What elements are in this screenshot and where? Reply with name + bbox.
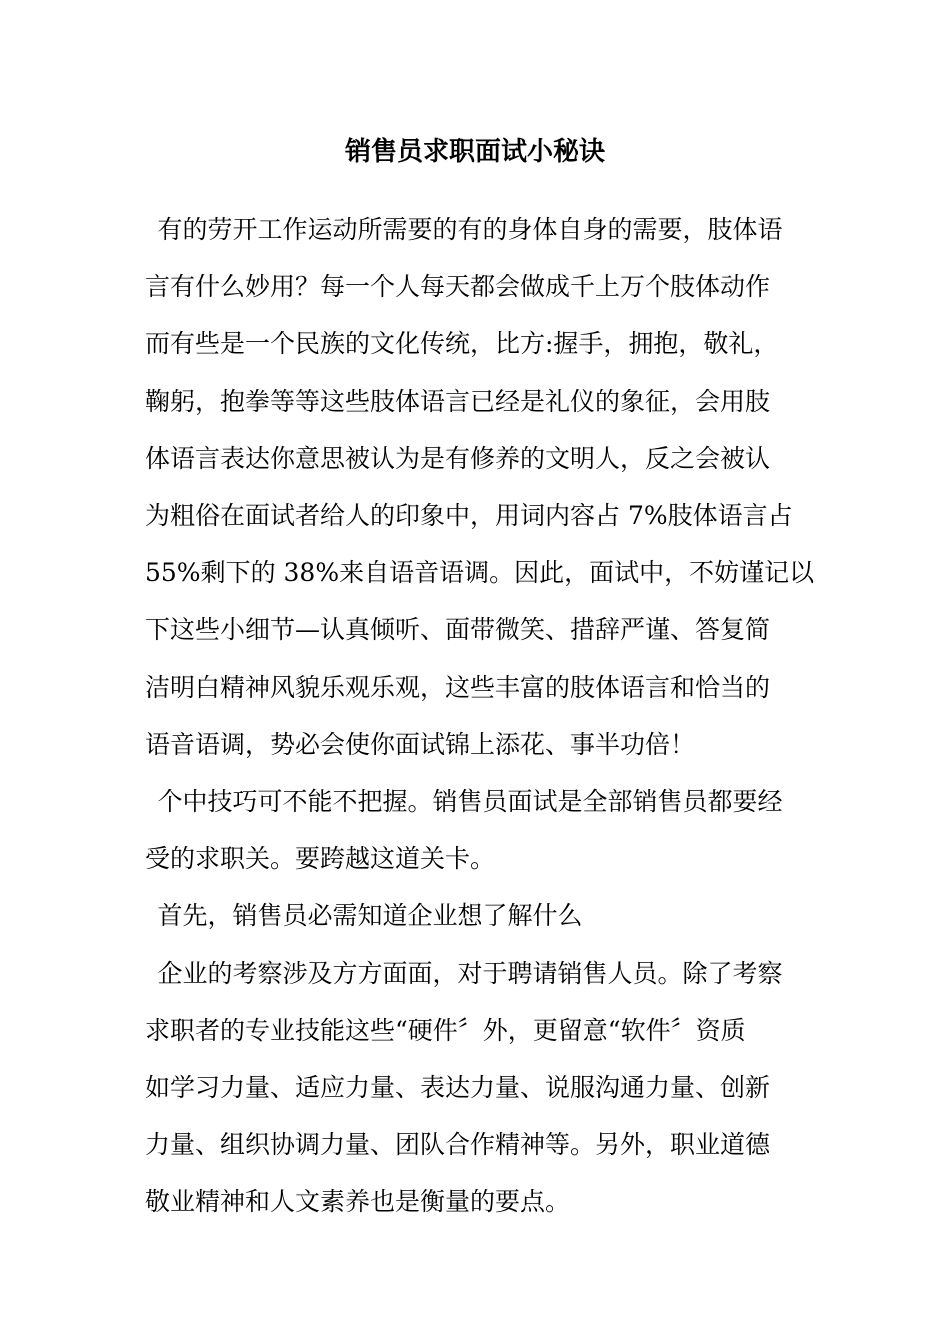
text-line: 言有什么妙用？每一个人每天都会做成千上万个肢体动作 xyxy=(145,272,771,302)
document-body xyxy=(145,201,815,1231)
text-line: 洁明白精神风貌乐观乐观，这些丰富的肢体语言和恰当的 xyxy=(145,672,771,702)
text-line: 而有些是一个民族的文化传统，比方:握手，拥抱，敬礼， xyxy=(145,329,779,359)
paragraph-first-point xyxy=(145,887,809,944)
text-line: 语音语调，势必会使你面试锦上添花、事半功倍！ xyxy=(145,729,696,759)
text-line: 55%剩下的 38%来自语音语调。因此，面试中，不妨谨记以 xyxy=(145,558,815,588)
text-line: 受的求职关。要跨越这道关卡。 xyxy=(145,844,496,874)
text-line: 求职者的专业技能这些“硬件〞外，更留意“软件〞资质 xyxy=(145,1015,746,1045)
text-line: 下这些小细节—认真倾听、面带微笑、措辞严谨、答复简 xyxy=(145,615,771,645)
text-line: 鞠躬，抱拳等等这些肢体语言已经是礼仪的象征，会用肢 xyxy=(145,386,771,416)
paragraph-company-assessment xyxy=(145,945,809,1231)
text-line: 有的劳开工作运动所需要的有的身体自身的需要，肢体语 xyxy=(157,215,783,244)
text-line: 力量、组织协调力量、团队合作精神等。另外，职业道德 xyxy=(145,1130,771,1160)
text-line: 如学习力量、适应力量、表达力量、说服沟通力量、创新 xyxy=(145,1073,771,1103)
text-line: 敬业精神和人文素养也是衡量的要点。 xyxy=(145,1187,571,1217)
paragraph-body-language xyxy=(145,201,815,773)
text-line: 为粗俗在面试者给人的印象中，用词内容占 7%肢体语言占 xyxy=(145,501,793,531)
text-line: 企业的考察涉及方方面面，对于聘请销售人员。除了考察 xyxy=(157,958,783,988)
text-line: 首先，销售员必需知道企业想了解什么 xyxy=(157,901,583,931)
text-line: 个中技巧可不能不把握。销售员面试是全部销售员都要经 xyxy=(157,787,783,817)
text-line: 体语言表达你意思被认为是有修养的文明人，反之会被认 xyxy=(145,443,771,473)
paragraph-interview-skills xyxy=(145,773,809,887)
document-title: 销售员求职面试小秘诀 xyxy=(344,137,605,167)
